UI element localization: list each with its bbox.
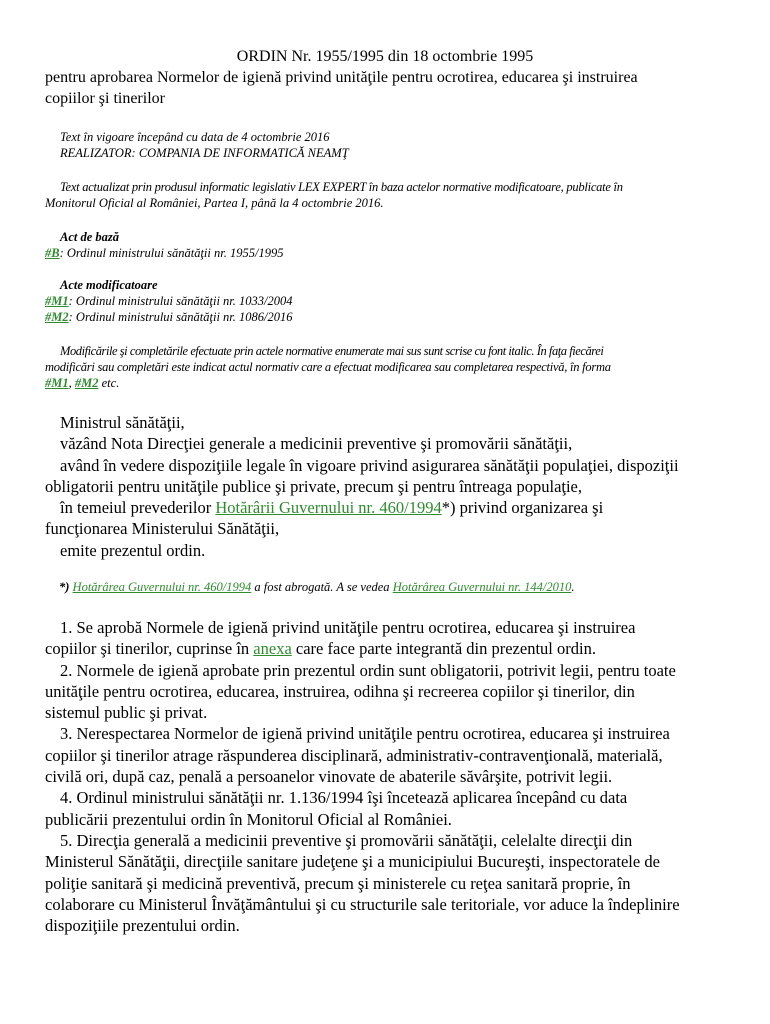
document-subtitle — [45, 67, 735, 109]
subtitle-line-1: pentru aprobarea Normelor de igienă privind unităţile pentru ocrotirea, educarea şi instruirea — [45, 69, 638, 86]
base-act-tag-link[interactable]: #B — [45, 246, 60, 260]
articles — [45, 617, 733, 936]
base-act-heading: Act de bază — [60, 230, 120, 244]
article-2-line-3: sistemul public şi privat. — [45, 703, 208, 723]
in-force-text: Text în vigoare începând cu data de 4 octombrie 2016 — [60, 130, 330, 144]
article-5-line-1: 5. Direcţia generală a medicinii preventive şi promovării sănătăţii, celelalte direcţii din — [60, 830, 633, 850]
amending-act-item — [45, 309, 735, 325]
note-line-1: Modificările şi completările efectuate prin actele normative enumerate mai sus sunt scrise cu font italic. În faţa fiecărei — [60, 344, 604, 358]
preamble — [45, 412, 733, 561]
footnote-hg-144-link[interactable]: Hotărârea Guvernului nr. 144/2010 — [392, 580, 572, 594]
m2-tag-link[interactable]: #M2 — [45, 310, 69, 324]
note-m2-link[interactable]: #M2 — [74, 376, 99, 390]
subtitle-line-2: copiilor şi tinerilor — [45, 90, 165, 107]
article-5-line-3: poliţie sanitară şi medicină preventivă, precum şi ministerele cu reţea sanitară proprie, în — [45, 873, 631, 893]
m1-tag-link[interactable]: #M1 — [45, 294, 69, 308]
article-4-line-2: publicării prezentului ordin în Monitorul Oficial al României. — [45, 809, 452, 829]
footnote-star: *) — [59, 580, 73, 594]
article-4-line-1: 4. Ordinul ministrului sănătăţii nr. 1.136/1994 îşi încetează aplicarea începând cu data — [60, 788, 628, 808]
amending-act-text: : Ordinul ministrului sănătăţii nr. 1086/2016 — [68, 310, 293, 324]
footnote-text: a fost abrogată. A se vedea — [251, 580, 393, 594]
article-1-line-1: 1. Se aprobă Normele de igienă privind unităţile pentru ocrotirea, educarea şi instruirea — [60, 618, 636, 637]
article-2-line-2: unităţile pentru ocrotirea, educarea, instruirea, odihna şi recreerea copiilor şi tinerilor, din — [45, 681, 635, 701]
preamble-note: văzând Nota Direcţiei generale a medicinii preventive şi promovării sănătăţii, — [60, 434, 573, 454]
base-act-text: : Ordinul ministrului sănătăţii nr. 1955/1995 — [59, 246, 284, 260]
article-1-tail: care face parte integrantă din prezentul ordin. — [291, 639, 596, 659]
amending-acts-section — [45, 277, 735, 325]
article-5-line-4: colaborare cu Ministerul Învăţământului şi cu structurile sale teritoriale, vor aduce la îndeplinire — [45, 894, 680, 914]
amending-act-text: : Ordinul ministrului sănătăţii nr. 1033/2004 — [68, 294, 293, 308]
note-line-2: modificări sau completări este indicat actul normativ care a efectuat modificarea sau completarea respectivă, în forma — [45, 360, 611, 374]
amending-act-item — [45, 293, 735, 309]
annex-link[interactable]: anexa — [253, 639, 292, 659]
hg-460-1994-link[interactable]: Hotărârii Guvernului nr. 460/1994 — [215, 498, 442, 518]
article-3-line-3: civilă ori, după caz, penală a persoanelor vinovate de abaterile săvârşite, potrivit legii. — [45, 767, 613, 787]
article-3-line-2: copiilor şi tinerilor atrage răspunderea disciplinară, administrativ-contravenţională, materială, — [45, 745, 663, 765]
footnote-end: . — [571, 580, 575, 594]
base-act-section — [45, 229, 735, 261]
note-m1-link[interactable]: #M1 — [45, 376, 69, 390]
article-3-line-1: 3. Nerespectarea Normelor de igienă privind unităţile pentru ocrotirea, educarea şi instruirea — [60, 724, 670, 744]
footnote — [45, 579, 749, 595]
document-title: ORDIN Nr. 1955/1995 din 18 octombrie 1995 — [236, 48, 534, 65]
update-info — [45, 179, 735, 211]
author-text: REALIZATOR: COMPANIA DE INFORMATICĂ NEAMŢ — [60, 146, 349, 160]
article-5-line-5: dispoziţiile prezentului ordin. — [45, 916, 240, 936]
update-text-line-2: Monitorul Oficial al României, Partea I, până la 4 octombrie 2016. — [45, 196, 384, 210]
preamble-basis-text: în temeiul prevederilor — [60, 498, 216, 518]
footnote-hg-460-link[interactable]: Hotărârea Guvernului nr. 460/1994 — [72, 580, 252, 594]
preamble-minister: Ministrul sănătăţii, — [60, 413, 185, 432]
font-note — [45, 343, 735, 391]
preamble-basis-tail: *) privind organizarea şi — [441, 498, 604, 518]
preamble-issue: emite prezentul ordin. — [60, 540, 206, 560]
validity-info — [45, 129, 735, 161]
article-1-text: copiilor şi tinerilor, cuprinse în — [45, 639, 254, 659]
note-tail: etc. — [98, 376, 120, 390]
preamble-legal-1: având în vedere dispoziţiile legale în vigoare privind asigurarea sănătăţii populaţiei, dispoziţii — [60, 455, 679, 475]
preamble-basis-2: funcţionarea Ministerului Sănătăţii, — [45, 519, 280, 539]
preamble-legal-2: obligatorii pentru unităţile publice şi private, precum şi pentru întreaga populaţie, — [45, 476, 583, 496]
article-1-line-2 — [45, 638, 733, 659]
article-2-line-1: 2. Normele de igienă aprobate prin prezentul ordin sunt obligatorii, potrivit legii, pentru toate — [60, 660, 676, 680]
note-separator: , — [68, 376, 75, 390]
preamble-basis — [45, 497, 733, 518]
amending-acts-heading: Acte modificatoare — [60, 278, 158, 292]
article-5-line-2: Ministerul Sănătăţii, direcţiile sanitare judeţene şi a municipiului Bucureşti, inspectoratele de — [45, 852, 660, 872]
update-text-line-1: Text actualizat prin produsul informatic legislativ LEX EXPERT în baza actelor normative modificatoare, publicate în — [60, 180, 623, 194]
